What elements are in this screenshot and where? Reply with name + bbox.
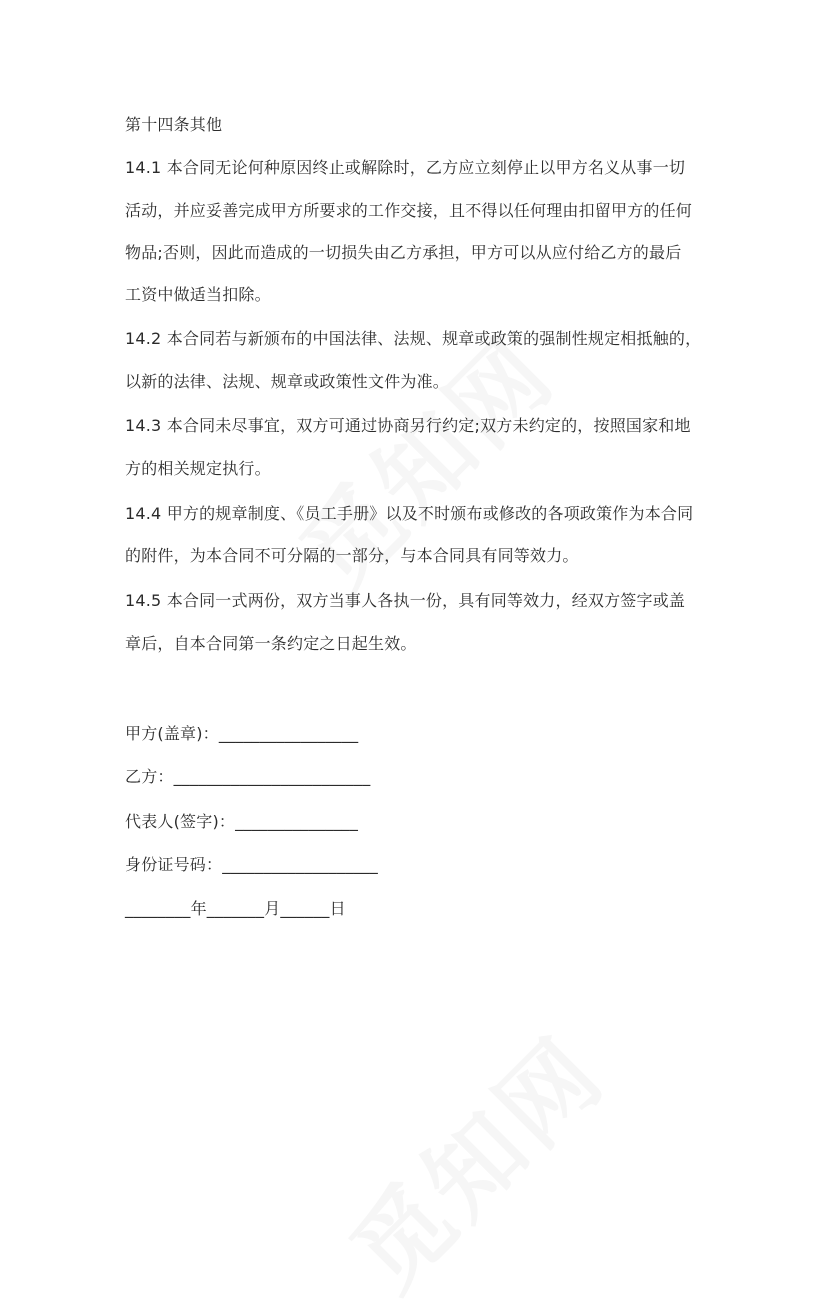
party-b-signature: 乙方：________________________ [125,767,371,786]
clause-line: 14.1 本合同无论何种原因终止或解除时，乙方应立刻停止以甲方名义从事一切 [125,158,686,177]
representative-signature: 代表人(签字)：_______________ [125,812,359,831]
clause-line: 活动，并应妥善完成甲方所要求的工作交接，且不得以任何理由扣留甲方的任何 [125,201,693,220]
clause-line: 物品;否则，因此而造成的一切损失由乙方承担，甲方可以从应付给乙方的最后 [125,243,682,262]
id-number-field: 身份证号码：___________________ [125,855,379,874]
watermark-lower [316,1002,629,1315]
clause-line: 14.4 甲方的规章制度、《员工手册》以及不时颁布或修改的各项政策作为本合同 [125,504,694,523]
clause-line: 14.3 本合同未尽事宜，双方可通过协商另行约定;双方未约定的，按照国家和地 [125,416,691,435]
party-a-signature: 甲方(盖章)：_________________ [125,724,359,743]
clause-line: 14.5 本合同一式两份，双方当事人各执一份，具有同等效力，经双方签字或盖 [125,591,686,610]
clause-line: 的附件，为本合同不可分隔的一部分，与本合同具有同等效力。 [125,546,579,565]
date-field: ________年_______月______日 [125,899,346,918]
clause-line: 章后，自本合同第一条约定之日起生效。 [125,634,417,653]
clause-line: 工资中做适当扣除。 [125,285,271,304]
clause-line: 14.2 本合同若与新颁布的中国法律、法规、规章或政策的强制性规定相抵触的， [125,329,702,348]
clause-line: 以新的法律、法规、规章或政策性文件为准。 [125,372,450,391]
clause-line: 方的相关规定执行。 [125,459,271,478]
section-heading: 第十四条其他 [125,115,223,134]
